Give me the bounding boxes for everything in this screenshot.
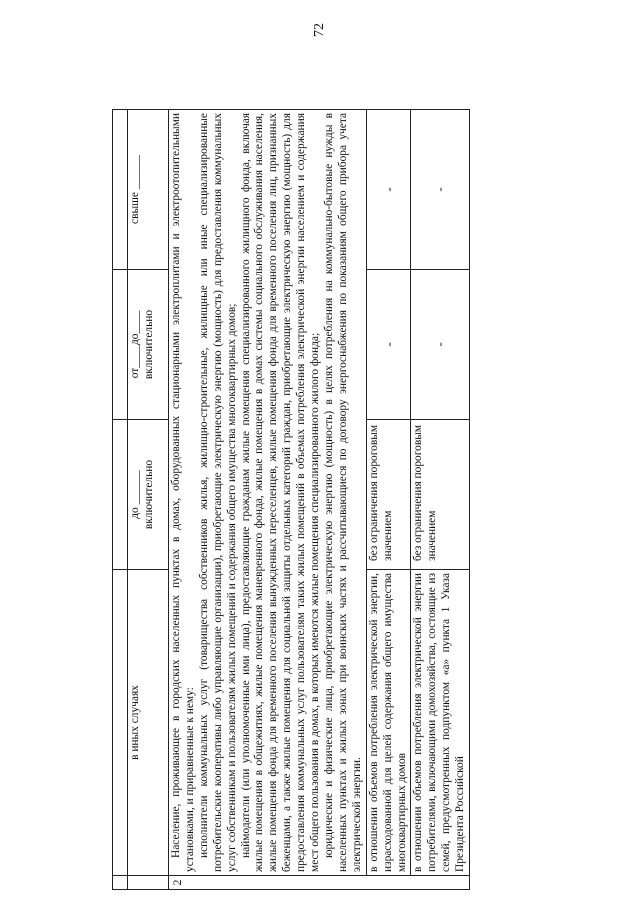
section-paragraph: наймодатели (или уполномоченные ими лица), предоставляющие гражданам жилые помещения специализированного жилищного фонда, включая жилые помещения в общежитиях, жилые помещения маневренного фонда, жилые помещения в домах системы социального обслуживания населения, жилые помещения фонда для временного поселения вынужденных переселенцев, жилые помещения фонда для временного поселения лиц, признанных беженцами, а также жилые помещения для социальной защиты отдельных категорий граждан, приобретающие электрическую энергию (мощность) для предоставления коммунальных услуг пользователям таких жилых помещений в объемах потребления электрической энергии населением и содержания мест общего пользования в домах, в которых имеются жилые помещения специализированного жилого фонда; — [239, 113, 322, 872]
section-paragraph: исполнители коммунальных услуг (товарищества собственников жилья, жилищно-строительные, жилищные или иные специализированные потребительские кооперативы либо управляющие организации), приобретающие электрическую энергию (мощность) для предоставления коммунальных услуг собственникам и пользователям жилых помещений и содержания общего имущества многоквартирных домов; — [197, 113, 238, 872]
header-range — [128, 270, 169, 420]
header-upto-line: до ______ — [129, 470, 141, 519]
row-above: - — [366, 110, 411, 270]
page-number-text: 72 — [312, 23, 327, 37]
row-above: - — [411, 110, 470, 270]
row-limit: без ограничения пороговым значением — [411, 420, 470, 570]
header-above — [128, 110, 169, 270]
row-limit: без ограничения пороговым значением — [366, 420, 411, 570]
header-range-incl: включительно — [142, 309, 155, 380]
section-row — [169, 110, 367, 890]
header-other-cases: в иных случаях — [128, 570, 169, 876]
table-top-row — [113, 110, 128, 890]
section-intro: Население, проживающее в городских населенных пунктах в домах, оборудованных стационарными электроплитами и электроотопительными установками, и приравненные к нему: — [170, 113, 196, 872]
row-range: - — [366, 270, 411, 420]
page-number — [0, 22, 640, 38]
header-upto — [128, 420, 169, 570]
header-above-line: свыше ______ — [129, 155, 141, 224]
table-row — [366, 110, 411, 890]
row-label: в отношении объемов потребления электрической энергии потребителями, включающими домохозяйства, состоящие из семей, предусмотренных подпунктом «а» пункта 1 Указа Президента Российской — [411, 570, 470, 876]
section-number: 2 — [169, 876, 470, 890]
row-range: - — [411, 270, 470, 420]
header-row — [128, 110, 169, 890]
table-row — [411, 110, 470, 890]
section-text — [169, 110, 367, 876]
header-range-line: от____до____ — [129, 310, 141, 379]
section-paragraph: юридические и физические лица, приобретающие электрическую энергию (мощность) в целях потребления на коммунально-бытовые нужды в населенных пунктах и жилых зонах при воинских частях и рассчитывающиеся по договору энергоснабжения по показаниям общего прибора учета электрической энергии. — [322, 113, 363, 872]
rotated-document — [112, 110, 467, 890]
tariff-table — [112, 109, 470, 890]
row-label: в отношении объемов потребления электрической энергии, израсходованной для целей содержания общего имущества многоквартирных домов — [366, 570, 411, 876]
header-upto-incl: включительно — [142, 459, 155, 530]
